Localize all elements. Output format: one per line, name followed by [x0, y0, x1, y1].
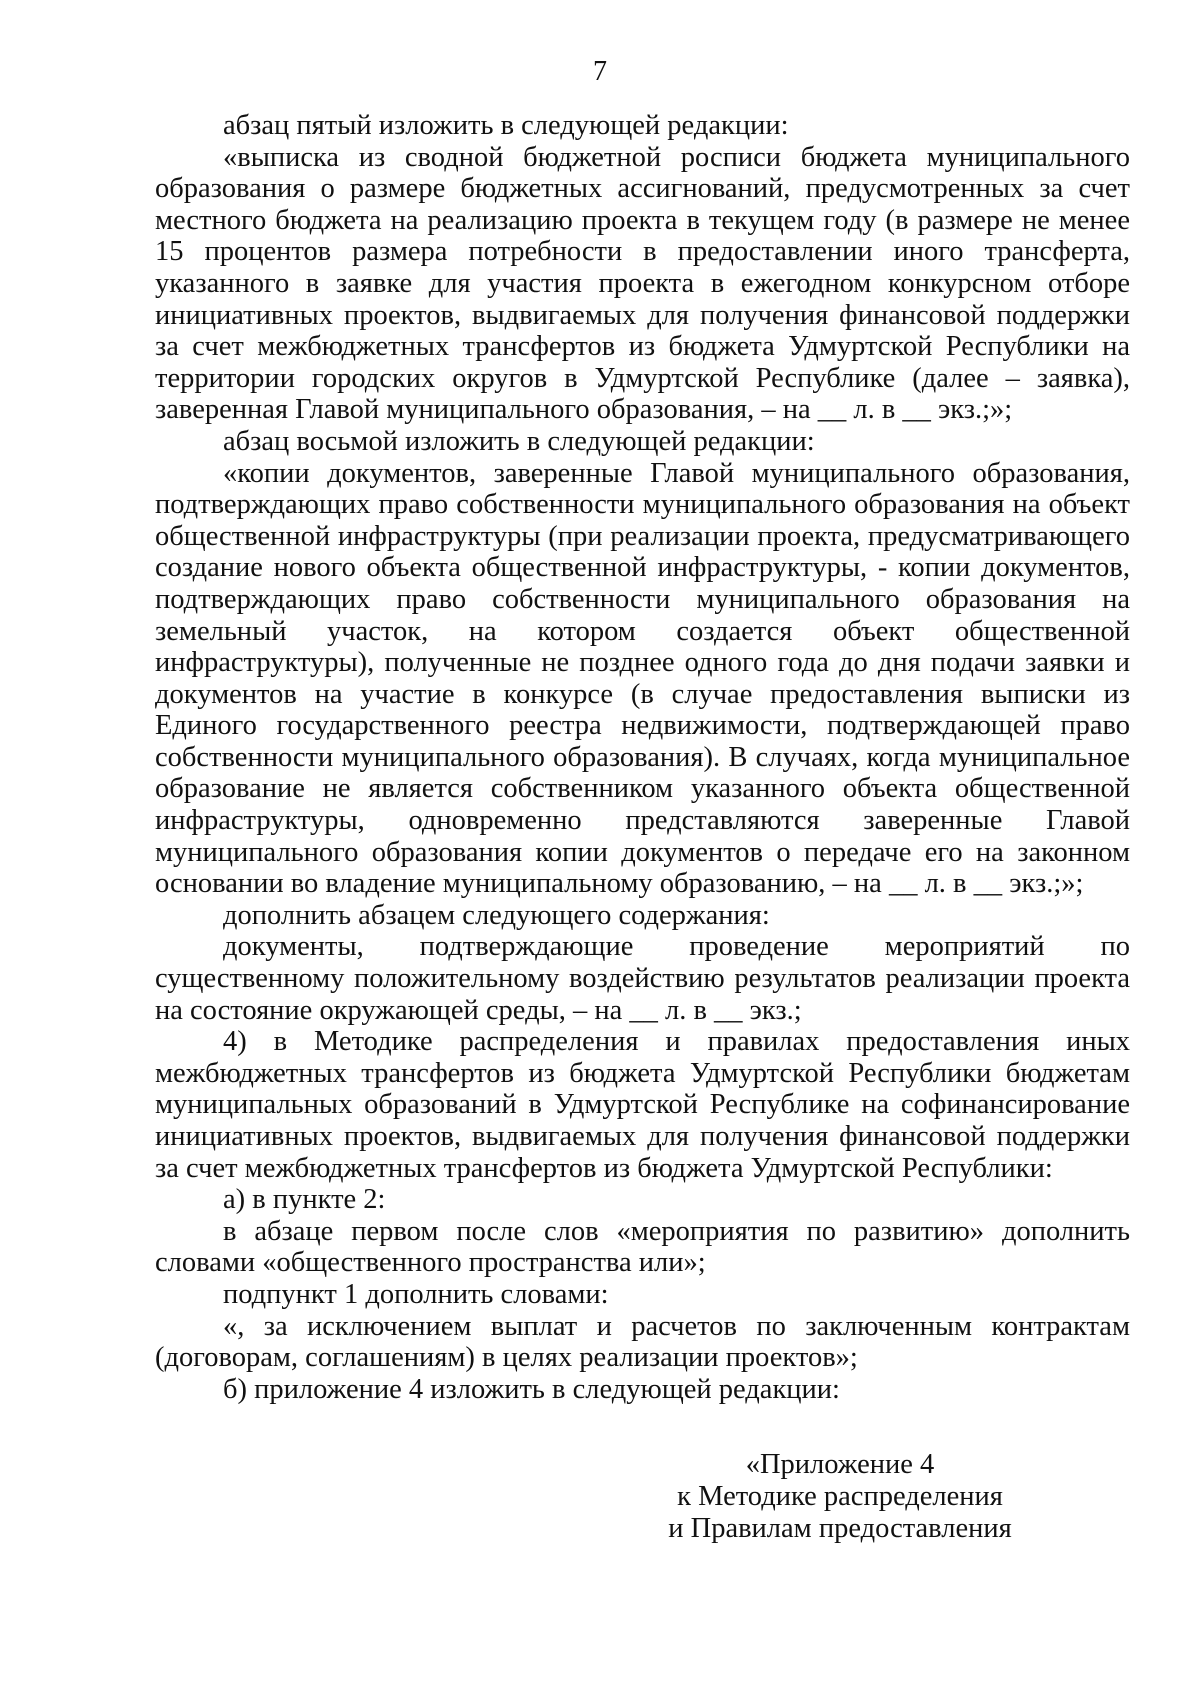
appendix-line: к Методике распределения: [677, 1481, 1003, 1512]
paragraph: подпункт 1 дополнить словами:: [223, 1278, 609, 1310]
paragraph: абзац пятый изложить в следующей редакции:: [223, 110, 789, 141]
paragraph: документы, подтверждающие проведение мероприятий по существенному положительному воздействию результатов реализации проекта на состояние окружающей среды, – на __ л. в __ экз.;: [155, 931, 1130, 1026]
appendix-heading: [650, 1449, 1030, 1545]
paragraph: «, за исключением выплат и расчетов по заключенным контрактам (договорам, соглашениям) в целях реализации проектов»;: [155, 1310, 1130, 1374]
paragraph: «копии документов, заверенные Главой муниципального образования, подтверждающих право собственности муниципального образования на объект общественной инфраструктуры (при реализации проекта, предусматривающего создание нового объекта общественной инфраструктуры, - копии документов, подтверждающих право собственности муниципального образования на земельный участок, на котором создается объект общественной инфраструктуры), полученные не позднее одного года до дня подачи заявки и документов на участие в конкурсе (в случае предоставления выписки из Единого государственного реестра недвижимости, подтверждающей право собственности муниципального образования). В случаях, когда муниципальное образование не является собственником указанного объекта общественной инфраструктуры, одновременно представляются заверенные Главой муниципального образования копии документов о передаче его на законном основании во владение муниципальному образованию, – на __ л. в __ экз.;»;: [155, 457, 1130, 900]
paragraph: «выписка из сводной бюджетной росписи бюджета муниципального образования о размере бюджетных ассигнований, предусмотренных за счет местного бюджета на реализацию проекта в текущем году (в размере не менее 15 процентов размера потребности в предоставлении иного трансферта, указанного в заявке для участия проекта в ежегодном конкурсном отборе инициативных проектов, выдвигаемых для получения финансовой поддержки за счет межбюджетных трансфертов из бюджета Удмуртской Республики на территории городских округов в Удмуртской Республике (далее – заявка), заверенная Главой муниципального образования, – на __ л. в __ экз.;»;: [155, 141, 1130, 426]
paragraph: 4) в Методике распределения и правилах предоставления иных межбюджетных трансфертов из бюджета Удмуртской Республики бюджетам муниципальных образований в Удмуртской Республике на софинансирование инициативных проектов, выдвигаемых для получения финансовой поддержки за счет межбюджетных трансфертов из бюджета Удмуртской Республики:: [155, 1026, 1130, 1184]
paragraph: дополнить абзацем следующего содержания:: [223, 899, 770, 931]
appendix-line: «Приложение 4: [745, 1449, 935, 1480]
paragraph: б) приложение 4 изложить в следующей редакции:: [223, 1373, 840, 1405]
paragraph: в абзаце первом после слов «мероприятия по развитию» дополнить словами «общественного пространства или»;: [155, 1215, 1130, 1279]
appendix-line: и Правилам предоставления: [668, 1513, 1012, 1544]
document-body: [155, 110, 1130, 1405]
page-number: 7: [593, 56, 607, 87]
paragraph: а) в пункте 2:: [223, 1184, 386, 1216]
paragraph: абзац восьмой изложить в следующей редакции:: [223, 425, 815, 457]
